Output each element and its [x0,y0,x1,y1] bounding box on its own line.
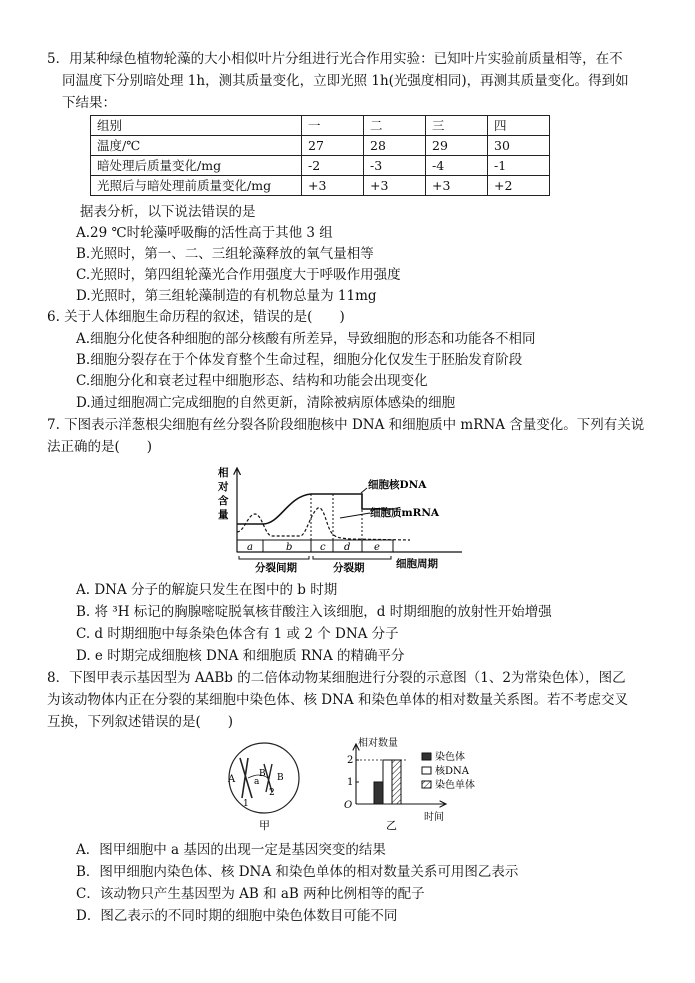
q6-option-d: D.通过细胞凋亡完成细胞的自然更新，清除被病原体感染的细胞 [76,395,456,411]
q8-option-c: C．该动物只产生基因型为 AB 和 aB 两种比例相等的配子 [76,886,425,902]
table-cell: 温度/℃ [91,136,302,156]
legend-swatch-chromatid [422,781,431,788]
q7-ylabel-char: 相 [218,467,229,479]
q7-mrna-label-arrow [340,513,370,518]
q7-option-d: D. e 时期完成细胞核 DNA 和细胞质 RNA 的精确平分 [76,648,405,664]
table-cell: +3 [302,176,364,196]
q5-option-b: B.光照时，第一、二、三组轮藻释放的氧气量相等 [76,246,374,262]
table-row [91,136,550,156]
table-cell: -1 [488,156,550,176]
table-row [91,156,550,176]
q7-interphase-bracket [239,556,309,559]
q5-option-c: C.光照时，第四组轮藻光合作用强度大于呼吸作用强度 [76,267,401,283]
table-cell: -4 [426,156,488,176]
q7-dna-label: 细胞核DNA [368,479,427,491]
q8-figure-yi [336,734,506,832]
q7-cycle-label: 细胞周期 [396,558,438,570]
table-header-cell: 一 [302,116,364,136]
chromosome-2-label: 2 [269,788,275,798]
q5-lead: 据表分析，以下说法错误的是 [80,204,256,220]
q5-stem-line2: 同温度下分别暗处理 1h，测其质量变化，立即光照 1h(光强度相同)，再测其质量变化。得到如 [62,73,629,89]
yi-origin: O [344,800,353,811]
table-header-cell: 二 [364,116,426,136]
table-cell: 27 [302,136,364,156]
q7-phase-b: b [286,542,293,553]
q7-phase-c: c [320,542,326,553]
q8-option-a: A．图甲细胞中 a 基因的出现一定是基因突变的结果 [76,842,386,858]
q7-interphase-label: 分裂间期 [255,562,297,574]
q7-stem-line2: 法正确的是( ) [47,439,153,455]
q5-option-a: A.29 ℃时轮藻呼吸酶的活性高于其他 3 组 [76,225,333,241]
q6-option-a: A.细胞分化使各种细胞的部分核酸有所差异，导致细胞的形态和功能各不相同 [76,331,536,347]
table-header-cell: 三 [426,116,488,136]
legend-label: 染色体 [435,752,465,763]
q7-ylabel-char: 量 [218,509,229,521]
q5-data-table [90,115,550,196]
table-cell: 光照后与暗处理前质量变化/mg [91,176,302,196]
q7-stem-line1: 7. 下图表示洋葱根尖细胞有丝分裂各阶段细胞核中 DNA 和细胞质中 mRNA 含量变化。下列有关说 [47,417,645,433]
q7-mitosis-label: 分裂期 [333,562,365,574]
q7-phase-d: d [344,542,351,553]
legend-swatch-dna [422,767,431,774]
table-cell: -3 [364,156,426,176]
q7-ylabel-char: 对 [218,481,229,493]
figure-jia-caption: 甲 [259,819,270,832]
bar-chromosome [374,782,383,804]
table-cell: +3 [364,176,426,196]
yi-xlabel: 时间 [424,812,444,823]
q6-option-b: B.细胞分裂存在于个体发育整个生命过程，细胞分化仅发生于胚胎发育阶段 [76,352,523,368]
q6-stem: 6. 关于人体细胞生命历程的叙述，错误的是( ) [47,309,345,325]
legend-label: 染色单体 [435,780,475,791]
q8-option-b: B．图甲细胞内染色体、核 DNA 和染色单体的相对数量关系可用图乙表示 [76,864,519,880]
allele-B2: B [277,773,284,783]
q7-mrna-label: 细胞质mRNA [370,507,440,519]
q7-option-a: A. DNA 分子的解旋只发生在图中的 b 时期 [76,582,338,598]
allele-A: A [228,774,236,785]
figure-yi-caption: 乙 [386,819,397,832]
q7-ylabel-char: 含 [218,495,229,507]
table-cell: +3 [426,176,488,196]
allele-B1: B [259,769,266,779]
q7-phase-strip [237,540,393,552]
q5-stem-line3: 下结果： [62,95,116,111]
q8-stem-line3: 互换，下列叙述错误的是( ) [47,714,234,730]
bar-nuclear-dna [383,760,392,804]
table-cell: 29 [426,136,488,156]
q7-option-b: B. 将 ³H 标记的胸腺嘧啶脱氧核苷酸注入该细胞，d 时期细胞的放射性开始增强 [76,604,552,620]
q7-cell-cycle-figure [210,462,470,574]
q8-stem-line2: 为该动物体内正在分裂的某细胞中染色体、核 DNA 和染色单体的相对数量关系图。若不考虑交叉 [47,692,628,708]
q7-dna-label-arrow [361,488,367,493]
q5-option-d: D.光照时，第三组轮藻制造的有机物总量为 11mg [76,288,377,304]
q7-phase-e: e [374,542,380,553]
table-cell: -2 [302,156,364,176]
yi-ylabel: 相对数量 [358,738,398,749]
table-cell: +2 [488,176,550,196]
q5-stem-line1: 5．用某种绿色植物轮藻的大小相似叶片分组进行光合作用实验：已知叶片实验前质量相等，在不 [47,51,623,67]
legend-label: 核DNA [435,766,469,777]
q8-stem-line1: 8．下图甲表示基因型为 AABb 的二倍体动物某细胞进行分裂的示意图（1、2为常染色体），图乙 [47,670,626,686]
q7-option-c: C. d 时期细胞中每条染色体含有 1 或 2 个 DNA 分子 [76,626,399,642]
q6-option-c: C.细胞分化和衰老过程中细胞形态、结构和功能会出现变化 [76,373,428,389]
q8-option-d: D．图乙表示的不同时期的细胞中染色体数目可能不同 [76,908,398,924]
table-row [91,176,550,196]
legend-swatch-chromosome [422,753,431,760]
table-cell: 30 [488,136,550,156]
table-header-cell: 四 [488,116,550,136]
q7-mitosis-bracket [313,556,391,559]
yi-tick-label: 2 [347,755,354,766]
bar-chromatid [392,760,401,804]
q8-figure-jia [218,740,310,832]
table-cell: 28 [364,136,426,156]
chromosome-1-label: 1 [243,799,249,809]
chromosome-1 [240,758,252,798]
table-cell: 暗处理后质量变化/mg [91,156,302,176]
q7-phase-a: a [247,542,253,553]
allele-a: a [254,777,260,787]
yi-tick-label: 1 [347,777,354,788]
table-header-row [91,116,550,136]
table-header-cell: 组别 [91,116,302,136]
